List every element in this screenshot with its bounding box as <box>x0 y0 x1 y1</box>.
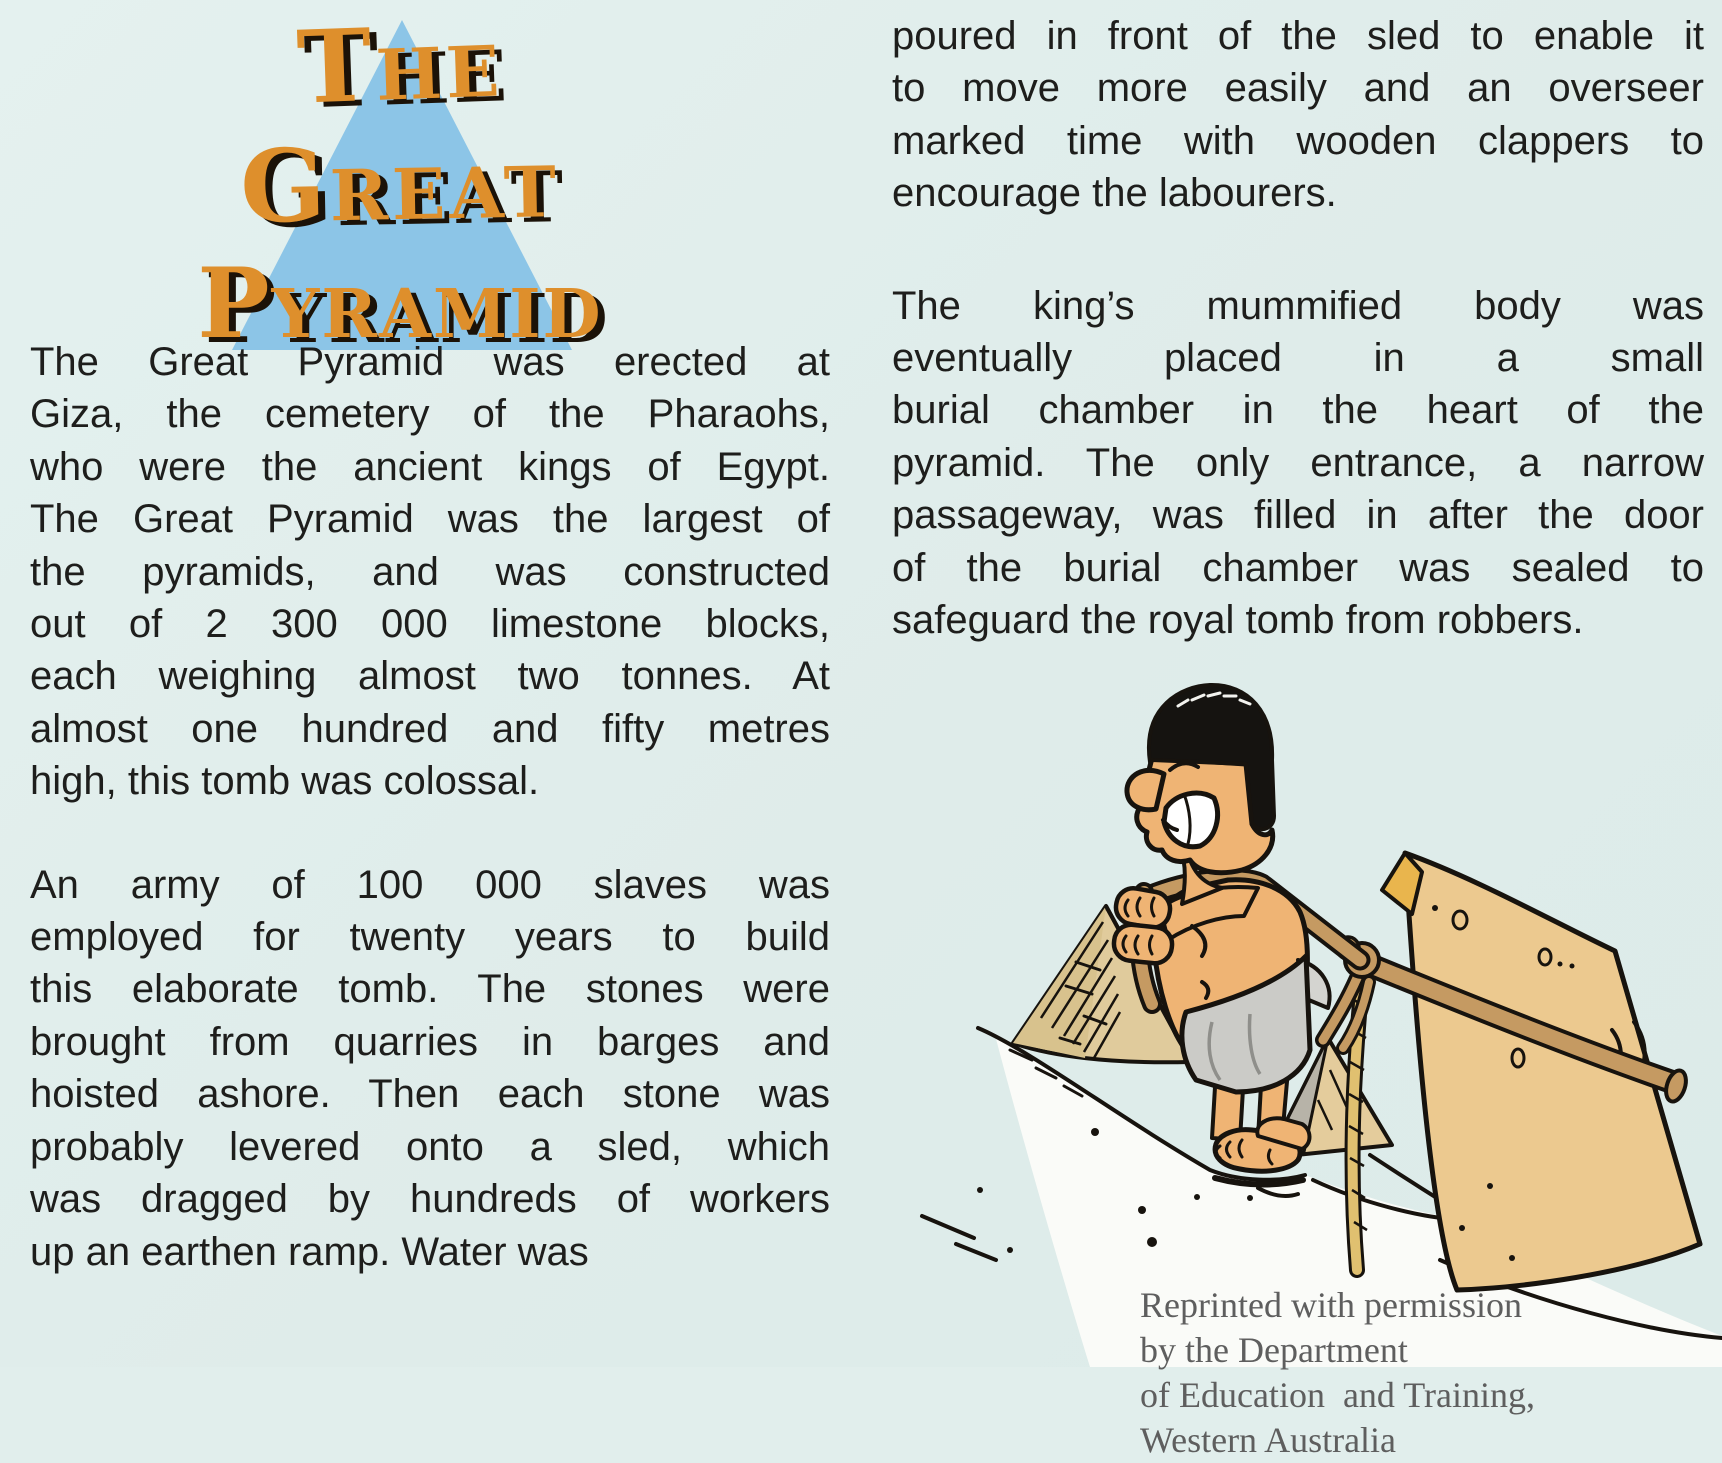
paragraph-1 <box>30 336 830 808</box>
text-line: probably levered onto a sled, which <box>30 1124 830 1169</box>
attribution-line-2: of Education and Training, Western Australia <box>1140 1375 1544 1460</box>
text-line: each weighing almost two tonnes. At <box>30 654 830 699</box>
text-line: the pyramids, and was constructed <box>30 549 830 594</box>
text-line: up an earthen ramp. Water was <box>30 1229 589 1274</box>
title-line-the: The <box>295 1 505 127</box>
text-line: brought from quarries in barges and <box>30 1019 830 1064</box>
text-line: The king’s mummified body was <box>892 283 1704 328</box>
left-column <box>30 336 830 1278</box>
text-line: encourage the labourers. <box>892 171 1337 216</box>
text-line: The Great Pyramid was the largest of <box>30 497 830 542</box>
fist-lower <box>1112 923 1173 965</box>
text-line: The Great Pyramid was erected at <box>30 340 830 384</box>
text-line: who were the ancient kings of Egypt. <box>30 444 830 489</box>
paragraph-2 <box>30 859 830 1278</box>
text-line: almost one hundred and fifty metres <box>30 706 830 751</box>
text-line: of the burial chamber was sealed to <box>892 545 1704 590</box>
text-line: eventually placed in a small <box>892 336 1704 381</box>
text-line: poured in front of the sled to enable it <box>892 14 1704 58</box>
text-line: safeguard the royal tomb from robbers. <box>892 598 1584 643</box>
text-line: to move more easily and an overseer <box>892 66 1704 111</box>
title-block <box>130 1 670 360</box>
labourer-cartoon-illustration <box>860 630 1722 1367</box>
nose <box>1127 770 1164 809</box>
right-column <box>892 10 1704 646</box>
paragraph-3 <box>892 10 1704 220</box>
text-line: pyramid. The only entrance, a narrow <box>892 440 1704 485</box>
text-line: was dragged by hundreds of workers <box>30 1177 830 1222</box>
text-line: An army of 100 000 slaves was <box>30 862 830 907</box>
attribution-line-1: Reprinted with permission by the Department <box>1140 1285 1531 1370</box>
text-line: hoisted ashore. Then each stone was <box>30 1072 830 1117</box>
text-line: passageway, was filled in after the door <box>892 493 1704 538</box>
text-line: out of 2 300 000 limestone blocks, <box>30 602 830 647</box>
text-line: high, this tomb was colossal. <box>30 759 540 804</box>
paragraph-4 <box>892 280 1704 647</box>
text-line: employed for twenty years to build <box>30 915 830 960</box>
title-line-pyramid: Pyramid <box>197 247 603 360</box>
title-line-great: Great <box>239 122 561 246</box>
text-line: burial chamber in the heart of the <box>892 388 1704 433</box>
text-line: this elaborate tomb. The stones were <box>30 967 830 1012</box>
text-line: Giza, the cemetery of the Pharaohs, <box>30 392 830 437</box>
text-line: marked time with wooden clappers to <box>892 118 1704 163</box>
attribution <box>1140 1283 1560 1463</box>
